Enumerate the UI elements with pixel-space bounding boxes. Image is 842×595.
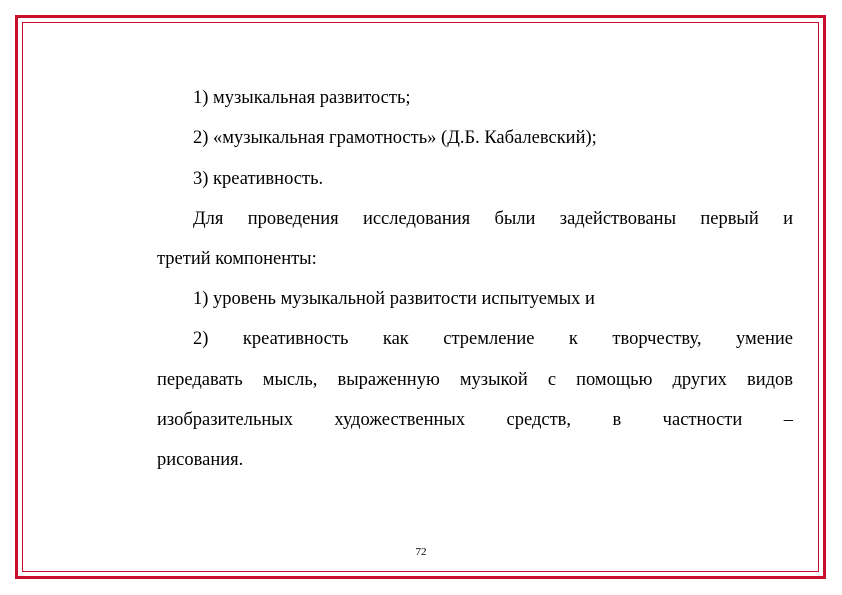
page-number: 72 bbox=[415, 546, 427, 558]
list-item-3: 3) креативность. bbox=[193, 169, 324, 189]
component-item-1: 1) уровень музыкальной развитости испытуемых и bbox=[193, 289, 595, 309]
list-item-1: 1) музыкальная развитость; bbox=[193, 88, 411, 108]
component-item-2-line-3: изобразительных художественных средств, в частности – bbox=[157, 410, 793, 430]
component-item-2-line-2: передавать мысль, выраженную музыкой с помощью других видов bbox=[157, 370, 793, 390]
paragraph-line-1: Для проведения исследования были задействованы первый и bbox=[193, 209, 793, 229]
list-item-2: 2) «музыкальная грамотность» (Д.Б. Кабалевский); bbox=[193, 128, 597, 148]
component-item-2-line-4: рисования. bbox=[157, 450, 244, 470]
component-item-2-line-1: 2) креативность как стремление к творчеству, умение bbox=[193, 329, 793, 349]
paragraph-line-2: третий компоненты: bbox=[157, 249, 317, 269]
